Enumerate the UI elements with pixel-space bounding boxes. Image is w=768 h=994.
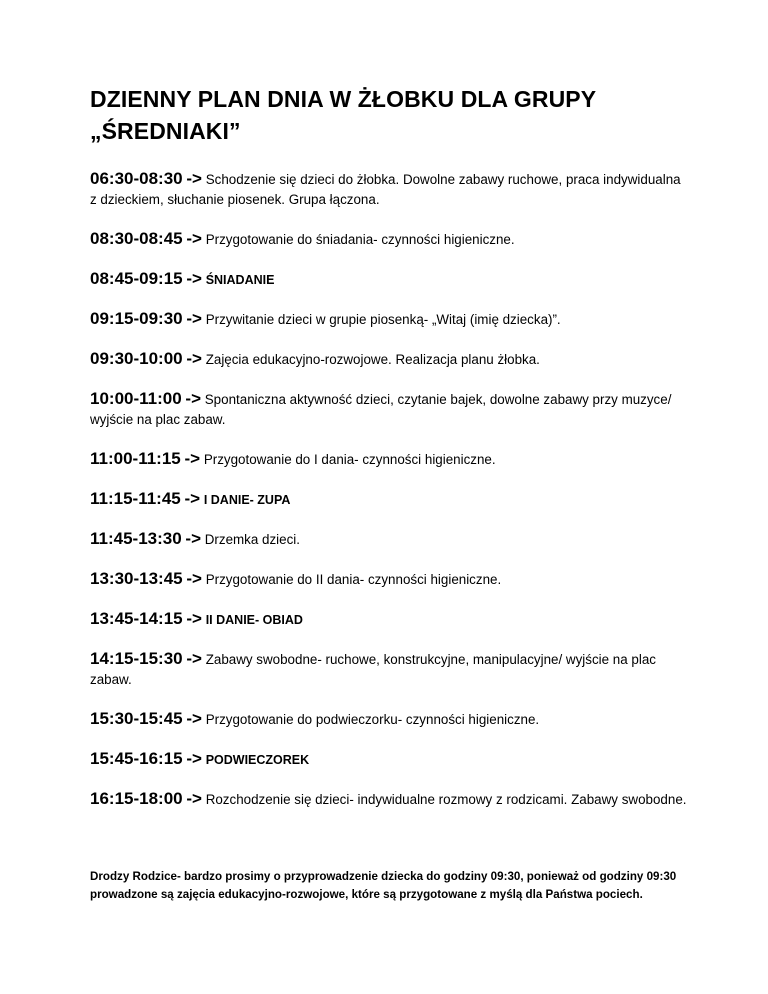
arrow-separator: -> bbox=[186, 649, 202, 668]
arrow-separator: -> bbox=[186, 349, 202, 368]
schedule-description: Rozchodzenie się dzieci- indywidualne rozmowy z rodzicami. Zabawy swobodne. bbox=[205, 792, 687, 807]
arrow-separator: -> bbox=[185, 529, 202, 548]
schedule-time: 11:00-11:15 bbox=[90, 449, 181, 468]
schedule-time: 10:00-11:00 bbox=[90, 389, 182, 408]
schedule-entry bbox=[90, 309, 690, 330]
title-line-1: DZIENNY PLAN DNIA W ŻŁOBKU DLA GRUPY bbox=[90, 86, 597, 112]
schedule-entry bbox=[90, 609, 690, 630]
schedule-time: 14:15-15:30 bbox=[90, 649, 183, 668]
schedule-time: 13:30-13:45 bbox=[90, 569, 183, 588]
schedule-list bbox=[90, 169, 690, 810]
arrow-separator: -> bbox=[186, 169, 202, 188]
schedule-time: 08:45-09:15 bbox=[90, 269, 183, 288]
arrow-separator: -> bbox=[186, 229, 202, 248]
schedule-description: Drzemka dzieci. bbox=[204, 532, 300, 547]
schedule-time: 13:45-14:15 bbox=[90, 609, 183, 628]
schedule-description: II DANIE- OBIAD bbox=[205, 613, 303, 627]
schedule-description: I DANIE- ZUPA bbox=[203, 493, 291, 507]
document-title bbox=[90, 83, 690, 147]
title-line-2: „ŚREDNIAKI” bbox=[90, 118, 241, 144]
schedule-time: 06:30-08:30 bbox=[90, 169, 183, 188]
schedule-time: 11:15-11:45 bbox=[90, 489, 181, 508]
schedule-entry bbox=[90, 389, 690, 430]
schedule-entry bbox=[90, 269, 690, 290]
schedule-time: 08:30-08:45 bbox=[90, 229, 183, 248]
schedule-entry bbox=[90, 569, 690, 590]
schedule-entry bbox=[90, 449, 690, 470]
schedule-time: 15:30-15:45 bbox=[90, 709, 183, 728]
arrow-separator: -> bbox=[186, 749, 202, 768]
schedule-time: 09:30-10:00 bbox=[90, 349, 183, 368]
arrow-separator: -> bbox=[185, 389, 202, 408]
document-page bbox=[90, 83, 690, 829]
schedule-time: 09:15-09:30 bbox=[90, 309, 183, 328]
schedule-entry bbox=[90, 649, 690, 690]
schedule-description: Zabawy swobodne- ruchowe, konstrukcyjne, manipulacyjne/ wyjście na plac zabaw. bbox=[90, 652, 656, 687]
schedule-entry bbox=[90, 229, 690, 250]
schedule-description: Przygotowanie do II dania- czynności higieniczne. bbox=[205, 572, 502, 587]
schedule-description: Przygotowanie do śniadania- czynności higieniczne. bbox=[205, 232, 515, 247]
schedule-entry bbox=[90, 749, 690, 770]
schedule-description: Przywitanie dzieci w grupie piosenką- „Witaj (imię dziecka)”. bbox=[205, 312, 561, 327]
schedule-description: ŚNIADANIE bbox=[205, 273, 275, 287]
arrow-separator: -> bbox=[186, 309, 202, 328]
arrow-separator: -> bbox=[186, 609, 202, 628]
arrow-separator: -> bbox=[186, 789, 202, 808]
schedule-entry bbox=[90, 489, 690, 510]
schedule-time: 11:45-13:30 bbox=[90, 529, 182, 548]
schedule-description: Przygotowanie do I dania- czynności higieniczne. bbox=[203, 452, 496, 467]
schedule-time: 16:15-18:00 bbox=[90, 789, 183, 808]
schedule-entry bbox=[90, 789, 690, 810]
arrow-separator: -> bbox=[184, 449, 201, 468]
arrow-separator: -> bbox=[186, 569, 202, 588]
arrow-separator: -> bbox=[186, 709, 202, 728]
schedule-description: Spontaniczna aktywność dzieci, czytanie bajek, dowolne zabawy przy muzyce/ wyjście na plac zabaw. bbox=[90, 392, 672, 427]
schedule-entry bbox=[90, 169, 690, 210]
arrow-separator: -> bbox=[186, 269, 202, 288]
parents-note: Drodzy Rodzice- bardzo prosimy o przyprowadzenie dziecka do godziny 09:30, ponieważ od godziny 09:30 prowadzone są zajęcia edukacyjno-rozwojowe, które są przygotowane z myślą dla Państwa pociech. bbox=[90, 869, 677, 901]
schedule-description: Przygotowanie do podwieczorku- czynności higieniczne. bbox=[205, 712, 540, 727]
schedule-entry bbox=[90, 709, 690, 730]
schedule-description: PODWIECZOREK bbox=[205, 753, 310, 767]
schedule-description: Schodzenie się dzieci do żłobka. Dowolne zabawy ruchowe, praca indywidualna z dzieckiem, słuchanie piosenek. Grupa łączona. bbox=[90, 172, 681, 207]
arrow-separator: -> bbox=[184, 489, 201, 508]
schedule-entry bbox=[90, 529, 690, 550]
schedule-time: 15:45-16:15 bbox=[90, 749, 183, 768]
schedule-entry bbox=[90, 349, 690, 370]
schedule-description: Zajęcia edukacyjno-rozwojowe. Realizacja planu żłobka. bbox=[205, 352, 540, 367]
